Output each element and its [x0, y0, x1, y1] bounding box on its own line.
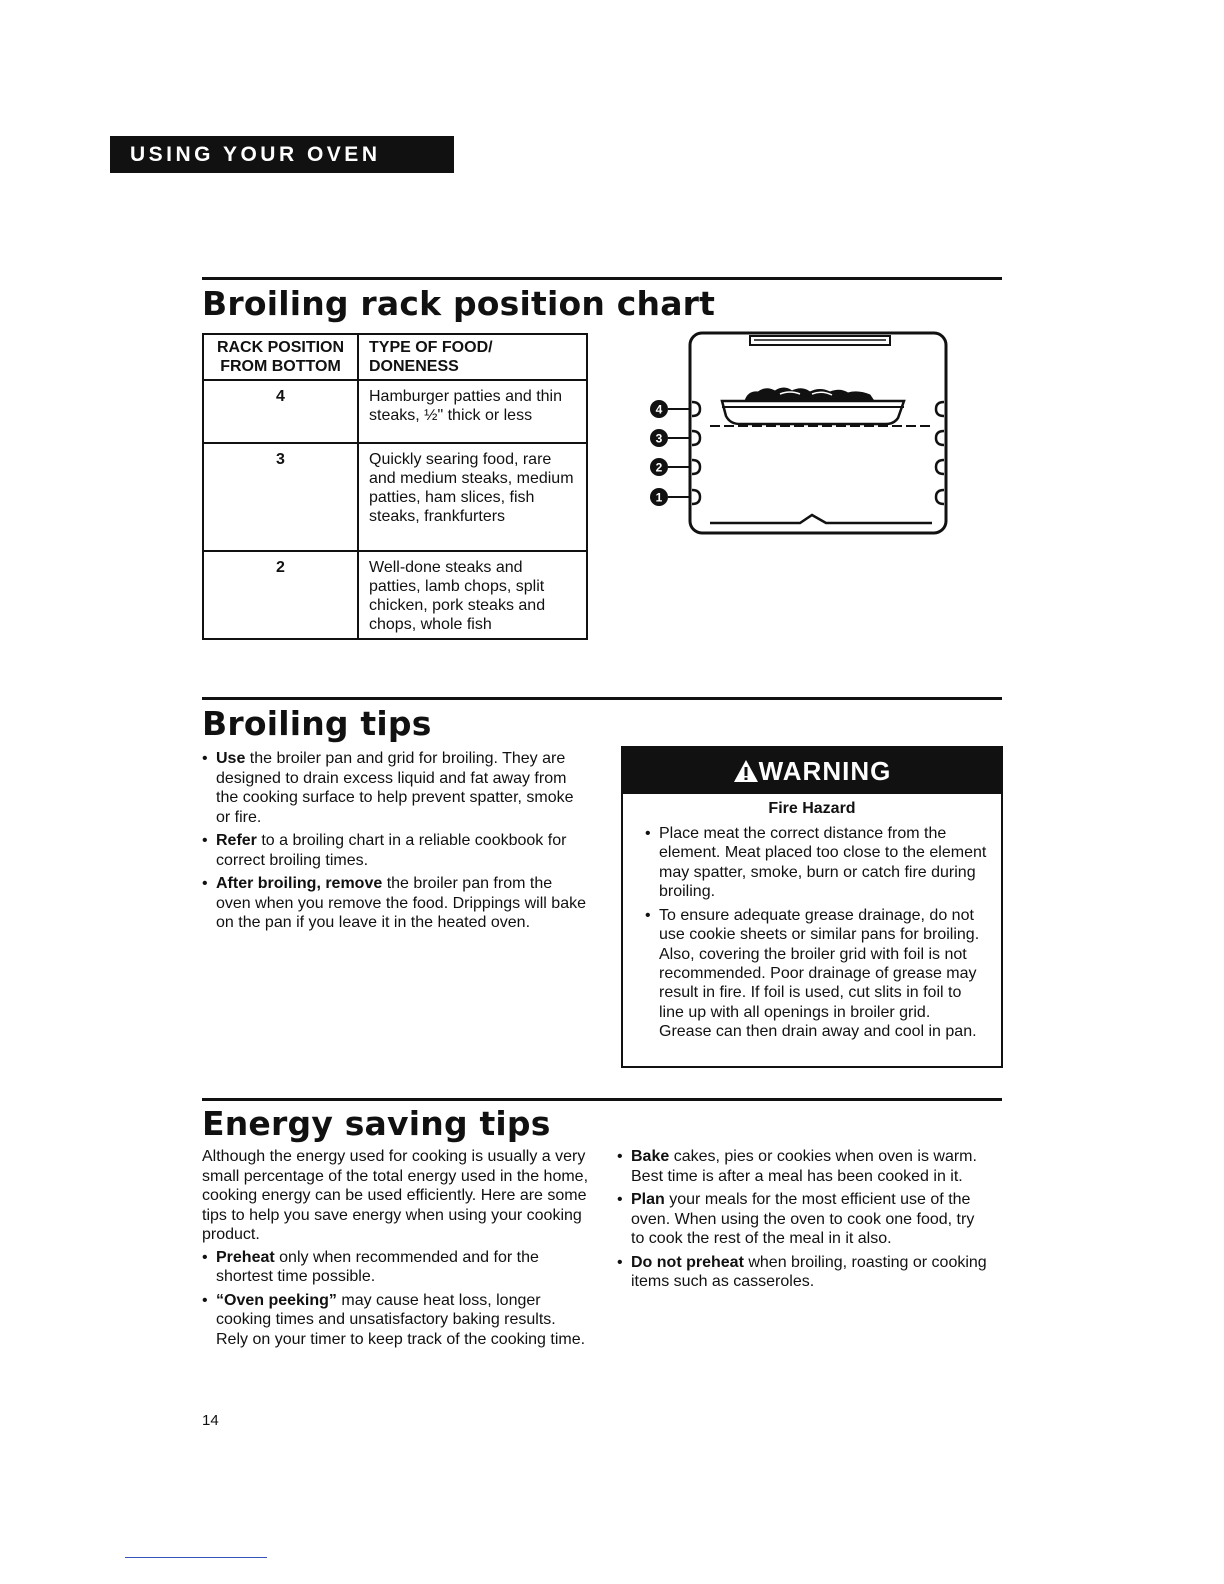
- oven-cavity: [690, 333, 946, 533]
- rack-chart-title: Broiling rack position chart: [202, 284, 716, 323]
- section-rule: [202, 277, 1002, 280]
- energy-tips-list: [202, 1248, 588, 1350]
- rack-number-badge: [650, 400, 690, 418]
- food-type-cell: Quickly searing food, rare and medium steaks, medium patties, ham slices, fish steaks, frankfurters: [358, 443, 587, 551]
- rack-position-cell: 2: [203, 551, 358, 639]
- food-type-cell: Well-done steaks and patties, lamb chops, split chicken, pork steaks and chops, whole fish: [358, 551, 587, 639]
- rack-number-badge: [650, 458, 690, 476]
- section-label: USING YOUR OVEN: [110, 136, 454, 173]
- warning-title: WARNING: [758, 756, 892, 786]
- column-header-food-type: TYPE OF FOOD/ DONENESS: [358, 334, 587, 380]
- svg-text:1: 1: [655, 490, 663, 505]
- list-item: • Bake cakes, pies or cookies when oven is warm. Best time is after a meal has been cooked in it.: [617, 1147, 992, 1186]
- list-item: • Place meat the correct distance from the element. Meat placed too close to the element may spatter, smoke, burn or catch fire during broiling.: [645, 824, 987, 901]
- energy-tips-title: Energy saving tips: [202, 1104, 551, 1143]
- oven-rack-diagram: [640, 328, 960, 540]
- table-header-row: [203, 334, 587, 380]
- list-item: • After broiling, remove the broiler pan from the oven when you remove the food. Drippings will bake on the pan if you leave it in the heated oven.: [202, 874, 587, 933]
- warning-header: [623, 748, 1001, 794]
- svg-text:3: 3: [655, 431, 663, 446]
- list-item: • Do not preheat when broiling, roasting or cooking items such as casseroles.: [617, 1253, 992, 1292]
- list-item: • Use the broiler pan and grid for broiling. They are designed to drain excess liquid and fat away from the cooking surface to help prevent spatter, smoke or fire.: [202, 749, 587, 827]
- rack-number-badge: [650, 488, 690, 506]
- list-item: • Plan your meals for the most efficient use of the oven. When using the oven to cook one food, try to cook the rest of the meal in it also.: [617, 1190, 992, 1249]
- table-row: [203, 443, 587, 551]
- energy-tips-left-column: [202, 1147, 588, 1353]
- section-rule: [202, 1098, 1002, 1101]
- bake-element: [710, 515, 932, 523]
- section-rule: [202, 697, 1002, 700]
- list-item: • Refer to a broiling chart in a reliable cookbook for correct broiling times.: [202, 831, 587, 870]
- table-row: [203, 380, 587, 443]
- food-type-cell: Hamburger patties and thin steaks, ½" thick or less: [358, 380, 587, 443]
- warning-triangle-icon: [733, 759, 759, 783]
- energy-tips-intro: Although the energy used for cooking is usually a very small percentage of the total energy used in the home, cooking energy can be used efficiently. Here are some tips to help you save energy when using your cooking product.: [202, 1148, 589, 1243]
- warning-list: [623, 824, 1001, 1041]
- rack-number-badge: [650, 429, 690, 447]
- rack-position-table: [202, 333, 588, 640]
- broiler-pan: [722, 401, 904, 424]
- list-item: • To ensure adequate grease drainage, do not use cookie sheets or similar pans for broiling. Also, covering the broiler grid with foil is not recommended. Poor drainage of grease may result in fire. If foil is used, cut slits in foil to line up with all openings in broiler grid. Grease can then drain away and cool in pan.: [645, 906, 987, 1041]
- warning-box: [621, 746, 1003, 1068]
- footer-rule: [125, 1557, 267, 1558]
- energy-tips-right-list: [617, 1147, 992, 1296]
- table-row: [203, 551, 587, 639]
- list-item: • Preheat only when recommended and for the shortest time possible.: [202, 1248, 588, 1287]
- list-item: • “Oven peeking” may cause heat loss, longer cooking times and unsatisfactory baking results. Rely on your timer to keep track of the cooking time.: [202, 1291, 588, 1350]
- rack-position-cell: 4: [203, 380, 358, 443]
- warning-subtitle: Fire Hazard: [768, 800, 856, 817]
- svg-text:4: 4: [655, 402, 663, 417]
- rack-supports: [692, 402, 944, 504]
- svg-text:2: 2: [655, 460, 663, 475]
- broiling-tips-title: Broiling tips: [202, 704, 432, 743]
- broiling-tips-list: [202, 749, 587, 937]
- food-on-pan: [745, 388, 874, 401]
- page-number: 14: [202, 1412, 219, 1429]
- rack-position-cell: 3: [203, 443, 358, 551]
- column-header-rack-position: RACK POSITION FROM BOTTOM: [203, 334, 358, 380]
